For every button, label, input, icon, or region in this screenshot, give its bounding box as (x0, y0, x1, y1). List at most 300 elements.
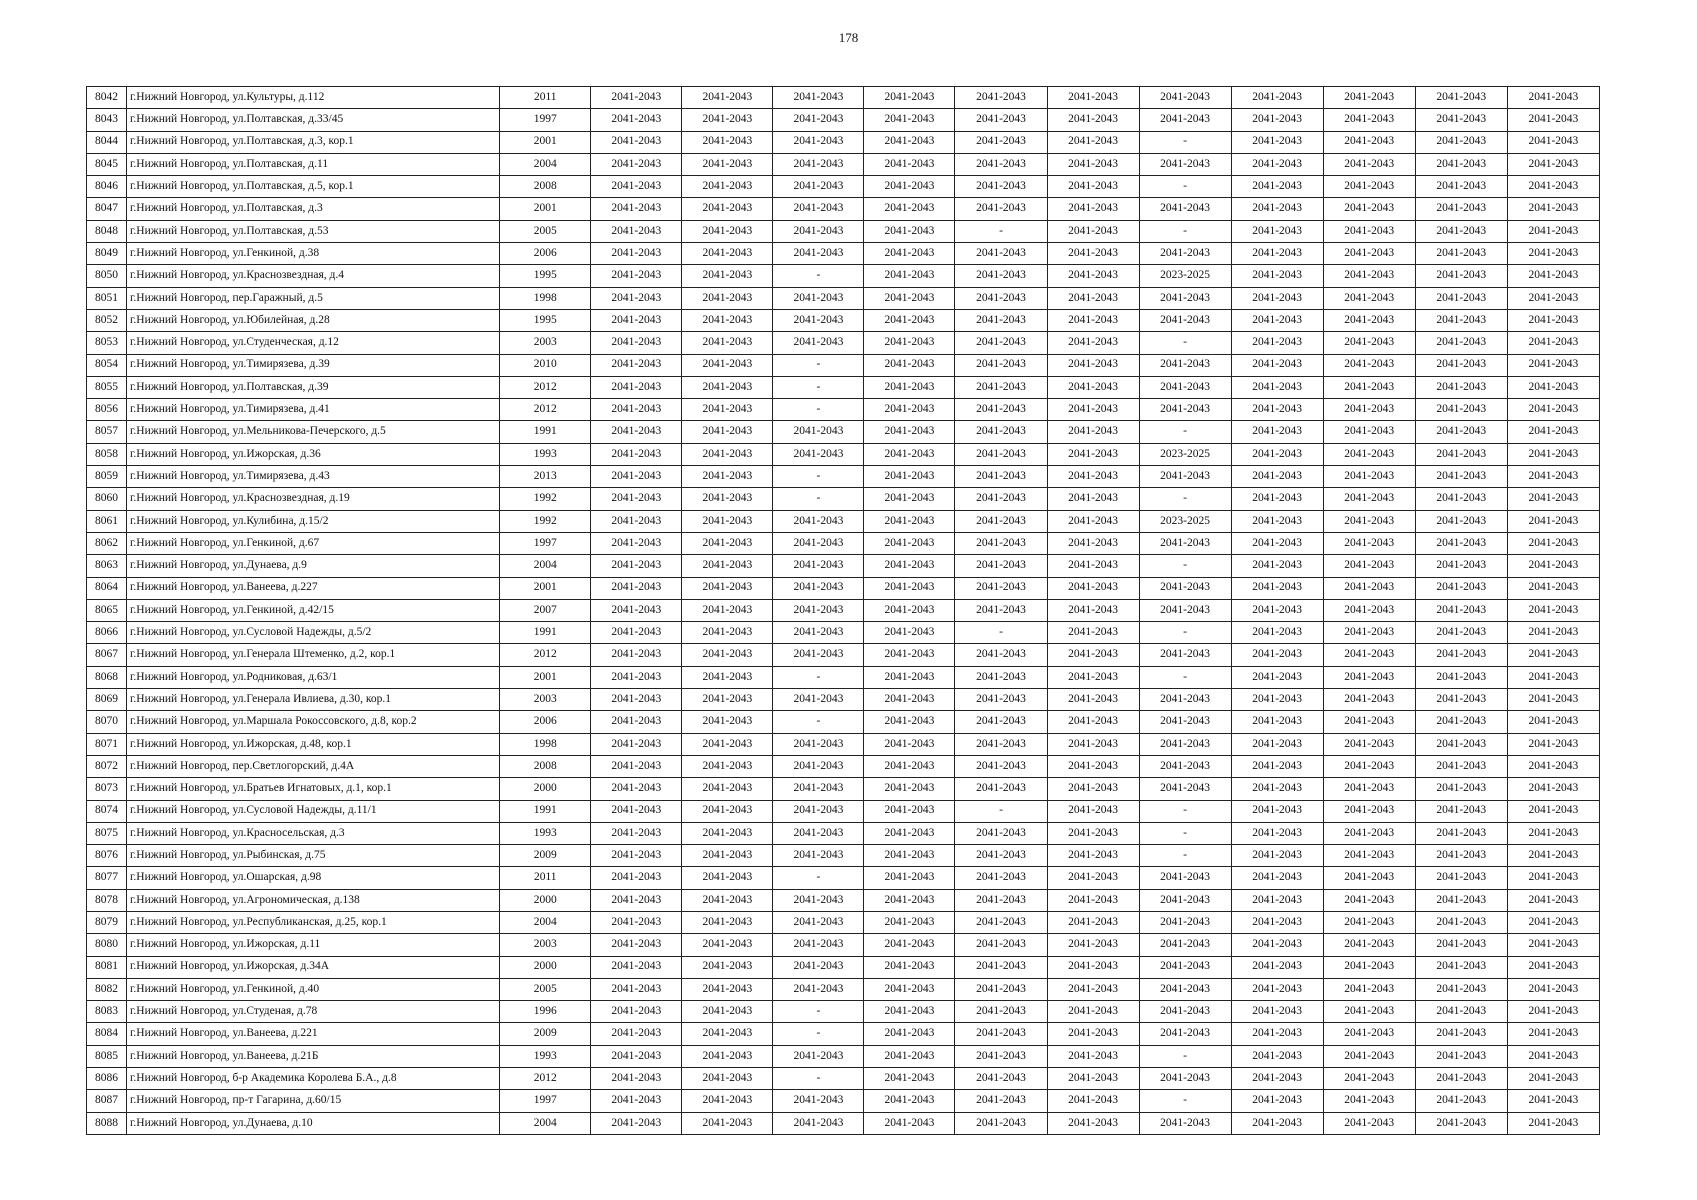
year-cell: 2007 (500, 599, 591, 621)
year-cell: 2001 (500, 198, 591, 220)
period-cell: 2041-2043 (1047, 689, 1139, 711)
row-number-cell: 8073 (87, 778, 127, 800)
period-cell: 2041-2043 (1323, 332, 1415, 354)
period-cell: 2041-2043 (955, 131, 1047, 153)
period-cell: 2041-2043 (1139, 87, 1231, 109)
period-cell: 2041-2043 (773, 622, 864, 644)
period-cell: 2041-2043 (591, 421, 682, 443)
address-cell: г.Нижний Новгород, ул.Тимирязева, д.41 (127, 399, 500, 421)
period-cell: 2041-2043 (1415, 443, 1507, 465)
period-cell: 2041-2043 (1231, 265, 1323, 287)
period-cell: 2041-2043 (955, 198, 1047, 220)
period-cell: 2041-2043 (773, 889, 864, 911)
period-cell: 2041-2043 (864, 176, 955, 198)
row-number-cell: 8049 (87, 243, 127, 265)
address-cell: г.Нижний Новгород, ул.Юбилейная, д.28 (127, 309, 500, 331)
period-cell: 2041-2043 (864, 131, 955, 153)
year-cell: 2000 (500, 778, 591, 800)
period-cell: 2041-2043 (1231, 555, 1323, 577)
period-cell: 2041-2043 (591, 510, 682, 532)
period-cell: 2041-2043 (1415, 1068, 1507, 1090)
period-cell: 2041-2043 (682, 243, 773, 265)
period-cell: - (1139, 555, 1231, 577)
period-cell: 2041-2043 (773, 911, 864, 933)
year-cell: 2001 (500, 131, 591, 153)
period-cell: 2041-2043 (864, 978, 955, 1000)
period-cell: 2041-2043 (955, 1090, 1047, 1112)
period-cell: 2041-2043 (682, 599, 773, 621)
period-cell: 2041-2043 (591, 934, 682, 956)
table-row (87, 755, 1600, 777)
address-cell: г.Нижний Новгород, ул.Маршала Рокоссовского, д.8, кор.2 (127, 711, 500, 733)
year-cell: 2003 (500, 332, 591, 354)
period-cell: - (773, 666, 864, 688)
period-cell: 2041-2043 (1047, 666, 1139, 688)
period-cell: 2041-2043 (1415, 555, 1507, 577)
period-cell: 2041-2043 (773, 309, 864, 331)
row-number-cell: 8058 (87, 443, 127, 465)
page-number: 178 (838, 30, 859, 45)
period-cell: 2041-2043 (682, 978, 773, 1000)
period-cell: 2041-2043 (591, 911, 682, 933)
period-cell: 2041-2043 (1139, 399, 1231, 421)
period-cell: 2041-2043 (1231, 176, 1323, 198)
period-cell: 2041-2043 (1415, 845, 1507, 867)
period-cell: 2041-2043 (1507, 198, 1599, 220)
period-cell: 2041-2043 (1231, 399, 1323, 421)
period-cell: 2041-2043 (682, 644, 773, 666)
period-cell: 2041-2043 (591, 845, 682, 867)
period-cell: 2041-2043 (1507, 755, 1599, 777)
row-number-cell: 8076 (87, 845, 127, 867)
address-cell: г.Нижний Новгород, ул.Агрономическая, д.138 (127, 889, 500, 911)
period-cell: 2041-2043 (1415, 778, 1507, 800)
period-cell: 2041-2043 (1047, 488, 1139, 510)
period-cell: 2041-2043 (1415, 109, 1507, 131)
period-cell: - (773, 376, 864, 398)
period-cell: 2041-2043 (1507, 1001, 1599, 1023)
period-cell: 2041-2043 (1047, 622, 1139, 644)
period-cell: 2041-2043 (1047, 466, 1139, 488)
period-cell: 2041-2043 (1507, 956, 1599, 978)
period-cell: 2041-2043 (1231, 354, 1323, 376)
period-cell: 2023-2025 (1139, 265, 1231, 287)
period-cell: 2041-2043 (682, 867, 773, 889)
period-cell: 2041-2043 (1047, 956, 1139, 978)
period-cell: 2041-2043 (591, 711, 682, 733)
period-cell: 2041-2043 (1231, 911, 1323, 933)
period-cell: 2041-2043 (591, 644, 682, 666)
period-cell: 2041-2043 (955, 332, 1047, 354)
period-cell: 2041-2043 (1139, 153, 1231, 175)
year-cell: 2005 (500, 978, 591, 1000)
period-cell: 2041-2043 (682, 87, 773, 109)
row-number-cell: 8059 (87, 466, 127, 488)
row-number-cell: 8048 (87, 220, 127, 242)
period-cell: - (1139, 845, 1231, 867)
period-cell: 2041-2043 (955, 243, 1047, 265)
row-number-cell: 8066 (87, 622, 127, 644)
period-cell: 2041-2043 (1231, 87, 1323, 109)
period-cell: 2041-2043 (1139, 309, 1231, 331)
row-number-cell: 8054 (87, 354, 127, 376)
address-cell: г.Нижний Новгород, ул.Родниковая, д.63/1 (127, 666, 500, 688)
period-cell: 2041-2043 (1231, 109, 1323, 131)
year-cell: 2013 (500, 466, 591, 488)
period-cell: 2041-2043 (864, 689, 955, 711)
table-row (87, 934, 1600, 956)
address-cell: г.Нижний Новгород, ул.Тимирязева, д.39 (127, 354, 500, 376)
row-number-cell: 8075 (87, 822, 127, 844)
period-cell: 2041-2043 (1231, 1045, 1323, 1067)
period-cell: 2041-2043 (1507, 220, 1599, 242)
period-cell: 2041-2043 (1231, 666, 1323, 688)
period-cell: 2041-2043 (1139, 1112, 1231, 1134)
period-cell: 2041-2043 (682, 153, 773, 175)
period-cell: 2041-2043 (1047, 867, 1139, 889)
period-cell: 2041-2043 (864, 399, 955, 421)
period-cell: 2041-2043 (955, 666, 1047, 688)
period-cell: 2041-2043 (1047, 1023, 1139, 1045)
table-row (87, 1112, 1600, 1134)
period-cell: 2041-2043 (1231, 198, 1323, 220)
period-cell: 2041-2043 (591, 220, 682, 242)
address-cell: г.Нижний Новгород, ул.Тимирязева, д.43 (127, 466, 500, 488)
period-cell: 2041-2043 (1415, 198, 1507, 220)
period-cell: 2041-2043 (1415, 599, 1507, 621)
address-cell: г.Нижний Новгород, ул.Братьев Игнатовых, д.1, кор.1 (127, 778, 500, 800)
period-cell: 2041-2043 (682, 577, 773, 599)
year-cell: 2004 (500, 555, 591, 577)
table-row (87, 1090, 1600, 1112)
period-cell: 2041-2043 (1415, 510, 1507, 532)
period-cell: 2041-2043 (1415, 265, 1507, 287)
row-number-cell: 8063 (87, 555, 127, 577)
period-cell: 2041-2043 (1415, 822, 1507, 844)
period-cell: 2041-2043 (1139, 1023, 1231, 1045)
table-row (87, 421, 1600, 443)
period-cell: 2041-2043 (864, 309, 955, 331)
period-cell: 2041-2043 (1231, 1001, 1323, 1023)
row-number-cell: 8072 (87, 755, 127, 777)
address-cell: г.Нижний Новгород, ул.Дунаева, д.10 (127, 1112, 500, 1134)
period-cell: - (1139, 1045, 1231, 1067)
period-cell: 2041-2043 (591, 332, 682, 354)
period-cell: 2041-2043 (1231, 822, 1323, 844)
period-cell: 2041-2043 (955, 153, 1047, 175)
period-cell: 2041-2043 (864, 755, 955, 777)
period-cell: 2041-2043 (591, 1112, 682, 1134)
period-cell: 2041-2043 (591, 399, 682, 421)
period-cell: - (1139, 176, 1231, 198)
period-cell: 2041-2043 (1507, 488, 1599, 510)
period-cell: 2041-2043 (773, 510, 864, 532)
period-cell: 2041-2043 (955, 399, 1047, 421)
period-cell: 2041-2043 (1047, 220, 1139, 242)
row-number-cell: 8067 (87, 644, 127, 666)
period-cell: 2041-2043 (591, 153, 682, 175)
period-cell: 2041-2043 (682, 376, 773, 398)
period-cell: 2041-2043 (1231, 332, 1323, 354)
period-cell: 2041-2043 (1139, 376, 1231, 398)
address-cell: г.Нижний Новгород, ул.Полтавская, д.5, кор.1 (127, 176, 500, 198)
period-cell: - (773, 399, 864, 421)
row-number-cell: 8081 (87, 956, 127, 978)
period-cell: 2041-2043 (1507, 800, 1599, 822)
table-row (87, 1001, 1600, 1023)
year-cell: 1995 (500, 265, 591, 287)
period-cell: 2041-2043 (955, 443, 1047, 465)
period-cell: 2041-2043 (864, 889, 955, 911)
address-cell: г.Нижний Новгород, ул.Республиканская, д.25, кор.1 (127, 911, 500, 933)
row-number-cell: 8064 (87, 577, 127, 599)
period-cell: 2041-2043 (1047, 176, 1139, 198)
period-cell: 2041-2043 (1047, 1045, 1139, 1067)
period-cell: 2041-2043 (1139, 577, 1231, 599)
period-cell: 2041-2043 (1047, 354, 1139, 376)
period-cell: 2041-2043 (1047, 1112, 1139, 1134)
period-cell: 2041-2043 (955, 1045, 1047, 1067)
period-cell: 2041-2043 (1139, 644, 1231, 666)
period-cell: 2041-2043 (1507, 555, 1599, 577)
address-cell: г.Нижний Новгород, ул.Генкиной, д.38 (127, 243, 500, 265)
table-row (87, 243, 1600, 265)
period-cell: 2041-2043 (1047, 599, 1139, 621)
year-cell: 2003 (500, 934, 591, 956)
period-cell: 2041-2043 (1323, 800, 1415, 822)
period-cell: 2041-2043 (1047, 711, 1139, 733)
period-cell: 2041-2043 (1323, 978, 1415, 1000)
period-cell: 2041-2043 (1415, 666, 1507, 688)
period-cell: 2041-2043 (1323, 309, 1415, 331)
year-cell: 2009 (500, 1023, 591, 1045)
table-row (87, 599, 1600, 621)
row-number-cell: 8042 (87, 87, 127, 109)
period-cell: - (1139, 1090, 1231, 1112)
period-cell: 2041-2043 (1231, 220, 1323, 242)
period-cell: 2041-2043 (955, 176, 1047, 198)
address-cell: г.Нижний Новгород, ул.Ванеева, д.221 (127, 1023, 500, 1045)
period-cell: - (955, 220, 1047, 242)
period-cell: 2041-2043 (1507, 934, 1599, 956)
period-cell: 2041-2043 (682, 532, 773, 554)
period-cell: 2041-2043 (773, 87, 864, 109)
period-cell: 2041-2043 (1415, 911, 1507, 933)
period-cell: 2041-2043 (1415, 421, 1507, 443)
period-cell: 2041-2043 (1507, 466, 1599, 488)
period-cell: 2041-2043 (682, 800, 773, 822)
period-cell: 2041-2043 (955, 644, 1047, 666)
year-cell: 1992 (500, 488, 591, 510)
period-cell: 2041-2043 (955, 822, 1047, 844)
period-cell: 2041-2043 (682, 443, 773, 465)
address-cell: г.Нижний Новгород, ул.Сусловой Надежды, д.5/2 (127, 622, 500, 644)
period-cell: 2041-2043 (1231, 577, 1323, 599)
period-cell: 2041-2043 (773, 1112, 864, 1134)
row-number-cell: 8087 (87, 1090, 127, 1112)
period-cell: 2041-2043 (955, 1112, 1047, 1134)
period-cell: 2041-2043 (864, 220, 955, 242)
period-cell: 2041-2043 (864, 198, 955, 220)
period-cell: 2041-2043 (591, 443, 682, 465)
period-cell: 2041-2043 (682, 755, 773, 777)
table-row (87, 845, 1600, 867)
period-cell: 2041-2043 (1323, 845, 1415, 867)
period-cell: 2041-2043 (773, 822, 864, 844)
period-cell: 2041-2043 (1415, 755, 1507, 777)
table-row (87, 800, 1600, 822)
period-cell: 2041-2043 (1231, 622, 1323, 644)
period-cell: 2041-2043 (682, 622, 773, 644)
period-cell: - (1139, 332, 1231, 354)
period-cell: 2041-2043 (1323, 220, 1415, 242)
period-cell: 2041-2043 (591, 956, 682, 978)
period-cell: 2041-2043 (773, 532, 864, 554)
year-cell: 1997 (500, 1090, 591, 1112)
period-cell: 2041-2043 (1139, 287, 1231, 309)
row-number-cell: 8077 (87, 867, 127, 889)
period-cell: 2041-2043 (1507, 978, 1599, 1000)
address-cell: г.Нижний Новгород, ул.Ванеева, д.21Б (127, 1045, 500, 1067)
row-number-cell: 8065 (87, 599, 127, 621)
row-number-cell: 8074 (87, 800, 127, 822)
year-cell: 2006 (500, 243, 591, 265)
period-cell: 2041-2043 (1507, 911, 1599, 933)
period-cell: 2041-2043 (1415, 243, 1507, 265)
period-cell: 2041-2043 (591, 867, 682, 889)
period-cell: 2041-2043 (864, 109, 955, 131)
table-row (87, 978, 1600, 1000)
period-cell: 2041-2043 (955, 889, 1047, 911)
period-cell: 2041-2043 (1415, 488, 1507, 510)
period-cell: 2041-2043 (591, 822, 682, 844)
table-row (87, 532, 1600, 554)
period-cell: 2041-2043 (1507, 711, 1599, 733)
period-cell: 2041-2043 (682, 287, 773, 309)
period-cell: 2041-2043 (591, 1090, 682, 1112)
table-row (87, 443, 1600, 465)
period-cell: 2041-2043 (955, 934, 1047, 956)
period-cell: 2041-2043 (1139, 934, 1231, 956)
period-cell: 2041-2043 (1507, 689, 1599, 711)
address-cell: г.Нижний Новгород, ул.Студенческая, д.12 (127, 332, 500, 354)
address-cell: г.Нижний Новгород, пер.Светлогорский, д.4А (127, 755, 500, 777)
period-cell: 2041-2043 (1415, 889, 1507, 911)
row-number-cell: 8088 (87, 1112, 127, 1134)
table-row (87, 956, 1600, 978)
period-cell: 2041-2043 (1415, 153, 1507, 175)
period-cell: 2041-2043 (682, 399, 773, 421)
table-row (87, 488, 1600, 510)
period-cell: 2041-2043 (1047, 644, 1139, 666)
period-cell: 2041-2043 (864, 1001, 955, 1023)
period-cell: 2041-2043 (1507, 265, 1599, 287)
period-cell: 2041-2043 (591, 287, 682, 309)
period-cell: 2041-2043 (1507, 622, 1599, 644)
period-cell: 2041-2043 (682, 1068, 773, 1090)
period-cell: 2041-2043 (1415, 466, 1507, 488)
period-cell: - (1139, 421, 1231, 443)
period-cell: 2041-2043 (773, 443, 864, 465)
address-cell: г.Нижний Новгород, ул.Полтавская, д.3, кор.1 (127, 131, 500, 153)
period-cell: 2041-2043 (773, 599, 864, 621)
period-cell: 2041-2043 (1047, 243, 1139, 265)
period-cell: 2041-2043 (955, 1023, 1047, 1045)
period-cell: 2041-2043 (591, 87, 682, 109)
period-cell: 2041-2043 (864, 510, 955, 532)
period-cell: 2041-2043 (1507, 1068, 1599, 1090)
address-cell: г.Нижний Новгород, ул.Краснозвездная, д.19 (127, 488, 500, 510)
period-cell: - (1139, 666, 1231, 688)
period-cell: 2041-2043 (955, 956, 1047, 978)
period-cell: 2041-2043 (1415, 689, 1507, 711)
period-cell: 2041-2043 (1415, 532, 1507, 554)
address-cell: г.Нижний Новгород, ул.Ижорская, д.11 (127, 934, 500, 956)
period-cell: 2041-2043 (773, 198, 864, 220)
period-cell: 2041-2043 (591, 243, 682, 265)
period-cell: 2041-2043 (1231, 956, 1323, 978)
address-cell: г.Нижний Новгород, ул.Ошарская, д.98 (127, 867, 500, 889)
period-cell: 2041-2043 (1047, 733, 1139, 755)
year-cell: 1993 (500, 822, 591, 844)
period-cell: 2041-2043 (1231, 1112, 1323, 1134)
period-cell: 2041-2043 (1047, 1090, 1139, 1112)
table-row (87, 778, 1600, 800)
period-cell: 2041-2043 (864, 555, 955, 577)
period-cell: 2041-2043 (864, 800, 955, 822)
houses-table (86, 86, 1600, 1135)
row-number-cell: 8086 (87, 1068, 127, 1090)
year-cell: 1998 (500, 733, 591, 755)
period-cell: 2041-2043 (1139, 1068, 1231, 1090)
period-cell: 2041-2043 (591, 978, 682, 1000)
period-cell: 2041-2043 (1231, 845, 1323, 867)
period-cell: 2041-2043 (1415, 1023, 1507, 1045)
period-cell: 2041-2043 (1415, 978, 1507, 1000)
period-cell: 2041-2043 (1415, 332, 1507, 354)
period-cell: 2041-2043 (1139, 689, 1231, 711)
row-number-cell: 8084 (87, 1023, 127, 1045)
period-cell: 2041-2043 (1415, 131, 1507, 153)
address-cell: г.Нижний Новгород, ул.Полтавская, д.53 (127, 220, 500, 242)
period-cell: 2041-2043 (1507, 354, 1599, 376)
year-cell: 2001 (500, 577, 591, 599)
period-cell: 2041-2043 (591, 689, 682, 711)
table-row (87, 666, 1600, 688)
table-row (87, 911, 1600, 933)
address-cell: г.Нижний Новгород, ул.Сусловой Надежды, д.11/1 (127, 800, 500, 822)
period-cell: 2041-2043 (1047, 376, 1139, 398)
period-cell: 2041-2043 (773, 287, 864, 309)
period-cell: 2041-2043 (773, 1045, 864, 1067)
year-cell: 1991 (500, 421, 591, 443)
table-row (87, 109, 1600, 131)
period-cell: 2041-2043 (1507, 1023, 1599, 1045)
year-cell: 2012 (500, 644, 591, 666)
period-cell: 2041-2043 (864, 867, 955, 889)
period-cell: 2041-2043 (1231, 867, 1323, 889)
period-cell: 2041-2043 (864, 265, 955, 287)
period-cell: 2041-2043 (1047, 109, 1139, 131)
period-cell: - (773, 488, 864, 510)
period-cell: 2041-2043 (1507, 421, 1599, 443)
period-cell: 2041-2043 (1323, 911, 1415, 933)
table-row (87, 176, 1600, 198)
period-cell: 2041-2043 (864, 1090, 955, 1112)
period-cell: 2041-2043 (1507, 1112, 1599, 1134)
period-cell: 2041-2043 (1415, 956, 1507, 978)
period-cell: 2041-2043 (1415, 1045, 1507, 1067)
